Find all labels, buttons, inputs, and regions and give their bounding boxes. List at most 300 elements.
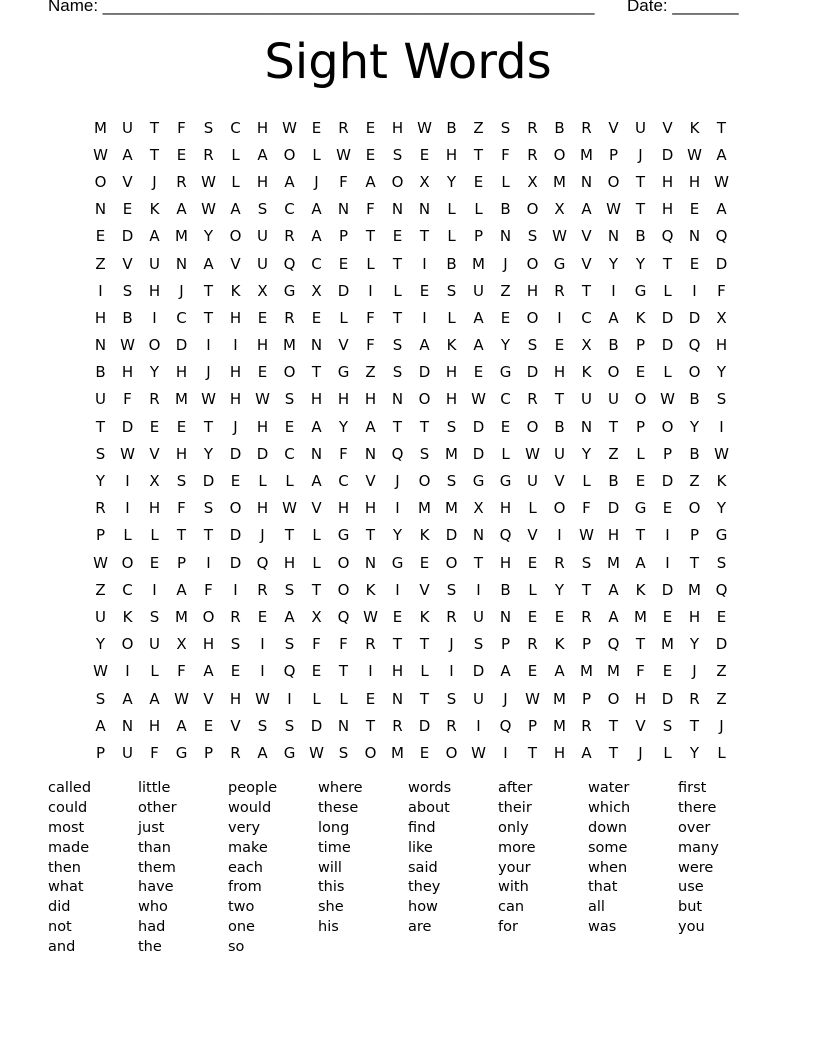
word-list: [48, 779, 768, 958]
grid-letter: P: [581, 689, 592, 708]
grid-letter: J: [179, 281, 184, 300]
grid-letter: X: [527, 172, 538, 191]
grid-letter: M: [607, 662, 620, 681]
grid-letter: I: [152, 580, 157, 599]
grid-letter: T: [473, 145, 484, 164]
grid-letter: H: [688, 607, 701, 626]
grid-letter: A: [149, 689, 160, 708]
grid-row: [87, 359, 735, 386]
grid-row: [87, 386, 735, 413]
grid-letter: E: [419, 743, 430, 762]
grid-letter: B: [95, 363, 106, 382]
grid-letter: O: [283, 363, 296, 382]
grid-letter: B: [689, 390, 700, 409]
grid-letter: E: [662, 499, 673, 518]
grid-letter: W: [120, 444, 135, 463]
grid-letter: K: [716, 472, 727, 491]
grid-letter: O: [661, 417, 674, 436]
grid-letter: B: [608, 472, 619, 491]
word-list-item: this: [318, 879, 345, 896]
grid-letter: L: [258, 472, 267, 491]
grid-letter: G: [283, 743, 296, 762]
grid-row: [87, 332, 735, 359]
grid-letter: T: [392, 635, 403, 654]
grid-letter: R: [554, 281, 565, 300]
grid-letter: A: [203, 662, 214, 681]
grid-letter: F: [150, 743, 159, 762]
date-field-label: Date: _______: [627, 0, 739, 15]
grid-letter: H: [94, 308, 107, 327]
grid-letter: F: [339, 172, 348, 191]
grid-letter: W: [282, 499, 297, 518]
grid-letter: K: [554, 635, 565, 654]
grid-letter: T: [392, 417, 403, 436]
grid-letter: D: [661, 472, 674, 491]
grid-letter: V: [338, 336, 349, 355]
word-list-item: many: [678, 839, 719, 856]
word-list-item: one: [228, 919, 255, 936]
grid-letter: E: [716, 607, 727, 626]
grid-letter: O: [337, 580, 350, 599]
grid-letter: G: [283, 281, 296, 300]
word-list-item: these: [318, 799, 359, 816]
grid-letter: A: [122, 689, 133, 708]
grid-letter: W: [120, 336, 135, 355]
grid-letter: Y: [203, 444, 214, 463]
grid-letter: X: [311, 607, 322, 626]
grid-letter: S: [338, 743, 349, 762]
grid-letter: E: [338, 254, 349, 273]
grid-letter: A: [608, 580, 619, 599]
word-list-item: who: [138, 899, 168, 916]
grid-letter: U: [473, 607, 484, 626]
grid-letter: E: [527, 553, 538, 572]
word-list-item: over: [678, 819, 711, 836]
grid-letter: K: [365, 580, 376, 599]
grid-row: [87, 196, 735, 223]
grid-letter: N: [310, 336, 323, 355]
grid-letter: S: [446, 689, 457, 708]
word-list-item: his: [318, 919, 339, 936]
grid-letter: R: [203, 145, 214, 164]
grid-letter: S: [203, 118, 214, 137]
grid-letter: F: [177, 118, 186, 137]
grid-letter: V: [635, 716, 646, 735]
word-list-item: down: [588, 819, 628, 836]
grid-letter: S: [95, 689, 106, 708]
grid-letter: N: [580, 417, 593, 436]
grid-letter: D: [661, 145, 674, 164]
grid-letter: T: [419, 635, 430, 654]
word-list-item: are: [408, 919, 432, 936]
grid-letter: K: [446, 336, 457, 355]
grid-letter: G: [715, 526, 728, 545]
grid-letter: I: [260, 662, 265, 681]
grid-letter: T: [608, 743, 619, 762]
grid-letter: K: [149, 200, 160, 219]
grid-letter: V: [581, 254, 592, 273]
grid-letter: J: [449, 635, 454, 654]
grid-letter: I: [287, 689, 292, 708]
grid-letter: O: [445, 743, 458, 762]
grid-letter: Y: [608, 254, 619, 273]
grid-letter: P: [608, 145, 619, 164]
grid-letter: J: [638, 145, 643, 164]
word-list-item: that: [588, 879, 618, 896]
grid-letter: A: [365, 417, 376, 436]
grid-letter: E: [635, 363, 646, 382]
grid-letter: M: [472, 254, 485, 273]
grid-letter: S: [149, 607, 160, 626]
grid-letter: T: [284, 526, 295, 545]
grid-row: [87, 712, 735, 739]
grid-letter: K: [689, 118, 700, 137]
grid-letter: D: [310, 716, 323, 735]
grid-letter: S: [446, 281, 457, 300]
word-list-item: most: [48, 819, 85, 836]
grid-letter: L: [366, 254, 375, 273]
grid-letter: L: [339, 689, 348, 708]
grid-letter: M: [445, 444, 458, 463]
grid-letter: B: [554, 417, 565, 436]
grid-letter: E: [257, 363, 268, 382]
grid-letter: A: [473, 336, 484, 355]
grid-letter: F: [366, 308, 375, 327]
grid-letter: F: [204, 580, 213, 599]
grid-row: [87, 277, 735, 304]
grid-letter: I: [476, 580, 481, 599]
grid-letter: R: [149, 390, 160, 409]
grid-letter: S: [581, 553, 592, 572]
grid-letter: A: [230, 200, 241, 219]
grid-letter: W: [579, 526, 594, 545]
grid-letter: O: [526, 254, 539, 273]
grid-letter: N: [607, 227, 620, 246]
word-list-item: could: [48, 799, 88, 816]
grid-letter: Y: [554, 580, 565, 599]
word-list-item: you: [678, 919, 705, 936]
grid-letter: W: [660, 390, 675, 409]
grid-letter: S: [257, 716, 268, 735]
grid-letter: A: [581, 200, 592, 219]
grid-letter: H: [202, 635, 215, 654]
grid-letter: N: [499, 607, 512, 626]
grid-row: [87, 739, 735, 766]
grid-letter: I: [503, 743, 508, 762]
grid-letter: D: [661, 336, 674, 355]
word-list-item: only: [498, 819, 529, 836]
grid-letter: M: [445, 499, 458, 518]
grid-letter: J: [503, 689, 508, 708]
word-list-item: will: [318, 859, 342, 876]
grid-letter: W: [417, 118, 432, 137]
grid-letter: M: [283, 336, 296, 355]
grid-letter: E: [311, 308, 322, 327]
grid-letter: D: [337, 281, 350, 300]
grid-letter: S: [716, 390, 727, 409]
grid-letter: Y: [203, 227, 214, 246]
grid-letter: A: [581, 743, 592, 762]
grid-letter: R: [527, 635, 538, 654]
grid-letter: F: [366, 200, 375, 219]
grid-letter: E: [365, 689, 376, 708]
grid-letter: E: [176, 417, 187, 436]
grid-letter: D: [418, 716, 431, 735]
grid-letter: T: [662, 254, 673, 273]
grid-letter: F: [636, 662, 645, 681]
grid-letter: E: [365, 118, 376, 137]
grid-letter: H: [148, 716, 161, 735]
grid-letter: J: [503, 254, 508, 273]
grid-letter: T: [365, 526, 376, 545]
grid-letter: I: [395, 499, 400, 518]
grid-letter: T: [419, 689, 430, 708]
grid-letter: Z: [365, 363, 376, 382]
grid-letter: T: [635, 200, 646, 219]
grid-letter: T: [635, 172, 646, 191]
grid-letter: U: [473, 689, 484, 708]
grid-letter: M: [553, 689, 566, 708]
grid-letter: T: [311, 580, 322, 599]
grid-letter: O: [121, 635, 134, 654]
grid-letter: H: [364, 390, 377, 409]
grid-letter: D: [229, 526, 242, 545]
grid-row: [87, 549, 735, 576]
grid-letter: A: [311, 200, 322, 219]
grid-letter: Q: [256, 553, 269, 572]
grid-letter: E: [149, 417, 160, 436]
grid-letter: S: [122, 281, 133, 300]
grid-letter: I: [611, 281, 616, 300]
grid-letter: W: [201, 200, 216, 219]
grid-letter: Y: [392, 526, 403, 545]
grid-letter: T: [581, 281, 592, 300]
grid-letter: G: [499, 472, 512, 491]
grid-letter: L: [636, 444, 645, 463]
word-list-item: had: [138, 919, 166, 936]
grid-letter: V: [554, 472, 565, 491]
grid-letter: X: [149, 472, 160, 491]
word-list-item: she: [318, 899, 344, 916]
grid-letter: Q: [688, 336, 701, 355]
grid-letter: H: [229, 390, 242, 409]
grid-letter: E: [662, 662, 673, 681]
grid-letter: P: [581, 635, 592, 654]
grid-letter: R: [581, 607, 592, 626]
grid-letter: S: [203, 499, 214, 518]
grid-letter: M: [418, 499, 431, 518]
grid-letter: I: [233, 336, 238, 355]
grid-letter: N: [364, 444, 377, 463]
grid-row: [87, 495, 735, 522]
grid-letter: I: [665, 526, 670, 545]
grid-letter: U: [581, 390, 592, 409]
grid-letter: F: [339, 635, 348, 654]
grid-row: [87, 114, 735, 141]
grid-letter: L: [231, 172, 240, 191]
grid-letter: I: [476, 716, 481, 735]
word-list-item: long: [318, 819, 350, 836]
grid-letter: R: [230, 743, 241, 762]
word-list-item: there: [678, 799, 717, 816]
grid-letter: I: [449, 662, 454, 681]
grid-letter: S: [392, 336, 403, 355]
grid-letter: T: [635, 526, 646, 545]
grid-letter: J: [638, 743, 643, 762]
grid-letter: E: [311, 662, 322, 681]
grid-letter: D: [526, 363, 539, 382]
grid-letter: J: [314, 172, 319, 191]
grid-letter: Y: [581, 444, 592, 463]
grid-letter: R: [257, 580, 268, 599]
grid-letter: L: [312, 553, 321, 572]
grid-letter: L: [501, 172, 510, 191]
grid-letter: H: [634, 689, 647, 708]
grid-letter: N: [472, 526, 485, 545]
grid-letter: H: [148, 499, 161, 518]
grid-letter: I: [719, 417, 724, 436]
word-list-item: about: [408, 799, 450, 816]
grid-letter: L: [123, 526, 132, 545]
grid-row: [87, 658, 735, 685]
grid-letter: I: [692, 281, 697, 300]
grid-letter: X: [716, 308, 727, 327]
grid-letter: N: [121, 716, 134, 735]
grid-letter: E: [284, 417, 295, 436]
grid-letter: E: [122, 200, 133, 219]
grid-letter: S: [473, 635, 484, 654]
grid-letter: H: [229, 363, 242, 382]
grid-letter: D: [256, 444, 269, 463]
grid-letter: M: [175, 607, 188, 626]
grid-letter: H: [256, 336, 269, 355]
grid-letter: A: [257, 145, 268, 164]
grid-letter: B: [554, 118, 565, 137]
grid-letter: Q: [499, 526, 512, 545]
word-list-item: would: [228, 799, 272, 816]
grid-letter: A: [176, 200, 187, 219]
grid-letter: O: [607, 689, 620, 708]
grid-letter: S: [662, 716, 673, 735]
grid-letter: K: [230, 281, 241, 300]
grid-letter: H: [256, 172, 269, 191]
word-list-item: how: [408, 899, 438, 916]
grid-letter: E: [689, 254, 700, 273]
grid-letter: D: [418, 363, 431, 382]
grid-letter: B: [500, 580, 511, 599]
grid-letter: F: [177, 499, 186, 518]
grid-letter: H: [256, 118, 269, 137]
grid-letter: A: [95, 716, 106, 735]
grid-letter: U: [527, 472, 538, 491]
grid-letter: H: [499, 499, 512, 518]
grid-letter: L: [717, 743, 726, 762]
grid-letter: L: [528, 499, 537, 518]
grid-letter: E: [311, 118, 322, 137]
grid-letter: E: [95, 227, 106, 246]
grid-letter: W: [363, 607, 378, 626]
grid-letter: W: [174, 689, 189, 708]
grid-letter: L: [447, 308, 456, 327]
grid-letter: A: [500, 662, 511, 681]
grid-letter: V: [311, 499, 322, 518]
grid-letter: X: [176, 635, 187, 654]
grid-letter: O: [553, 145, 566, 164]
grid-letter: K: [635, 308, 646, 327]
grid-letter: X: [581, 336, 592, 355]
word-list-item: than: [138, 839, 171, 856]
grid-letter: N: [391, 689, 404, 708]
grid-letter: T: [419, 417, 430, 436]
grid-letter: I: [422, 254, 427, 273]
grid-letter: O: [526, 200, 539, 219]
grid-letter: U: [149, 254, 160, 273]
grid-letter: D: [472, 444, 485, 463]
grid-letter: E: [635, 472, 646, 491]
word-list-item: and: [48, 939, 76, 956]
grid-letter: S: [446, 417, 457, 436]
word-list-item: more: [498, 839, 536, 856]
grid-letter: W: [93, 553, 108, 572]
word-list-item: said: [408, 859, 438, 876]
grid-letter: H: [175, 444, 188, 463]
grid-letter: I: [665, 553, 670, 572]
grid-letter: O: [94, 172, 107, 191]
grid-letter: G: [499, 363, 512, 382]
grid-letter: L: [150, 662, 159, 681]
word-list-item: two: [228, 899, 255, 916]
grid-letter: M: [391, 743, 404, 762]
grid-letter: T: [203, 281, 214, 300]
word-list-item: from: [228, 879, 262, 896]
grid-letter: R: [338, 118, 349, 137]
grid-letter: F: [123, 390, 132, 409]
grid-letter: J: [206, 363, 211, 382]
word-list-item: little: [138, 780, 171, 796]
grid-letter: D: [688, 308, 701, 327]
grid-letter: E: [392, 607, 403, 626]
grid-letter: D: [229, 444, 242, 463]
grid-letter: Y: [500, 336, 511, 355]
grid-letter: D: [121, 417, 134, 436]
grid-letter: R: [446, 716, 457, 735]
grid-letter: Y: [689, 635, 700, 654]
word-list-item: just: [138, 819, 165, 836]
grid-row: [87, 603, 735, 630]
grid-letter: P: [473, 227, 484, 246]
grid-letter: A: [716, 200, 727, 219]
grid-letter: O: [283, 145, 296, 164]
grid-letter: Y: [635, 254, 646, 273]
grid-letter: W: [93, 145, 108, 164]
grid-letter: T: [176, 526, 187, 545]
grid-letter: C: [311, 254, 322, 273]
grid-letter: T: [689, 716, 700, 735]
grid-letter: J: [395, 472, 400, 491]
grid-letter: T: [581, 580, 592, 599]
grid-letter: J: [719, 716, 724, 735]
grid-letter: E: [257, 308, 268, 327]
grid-letter: U: [95, 607, 106, 626]
grid-letter: Q: [715, 580, 728, 599]
grid-letter: K: [635, 580, 646, 599]
grid-letter: W: [93, 662, 108, 681]
grid-letter: H: [256, 417, 269, 436]
word-list-item: where: [318, 780, 363, 796]
grid-letter: L: [447, 227, 456, 246]
grid-letter: C: [230, 118, 241, 137]
grid-letter: A: [311, 472, 322, 491]
